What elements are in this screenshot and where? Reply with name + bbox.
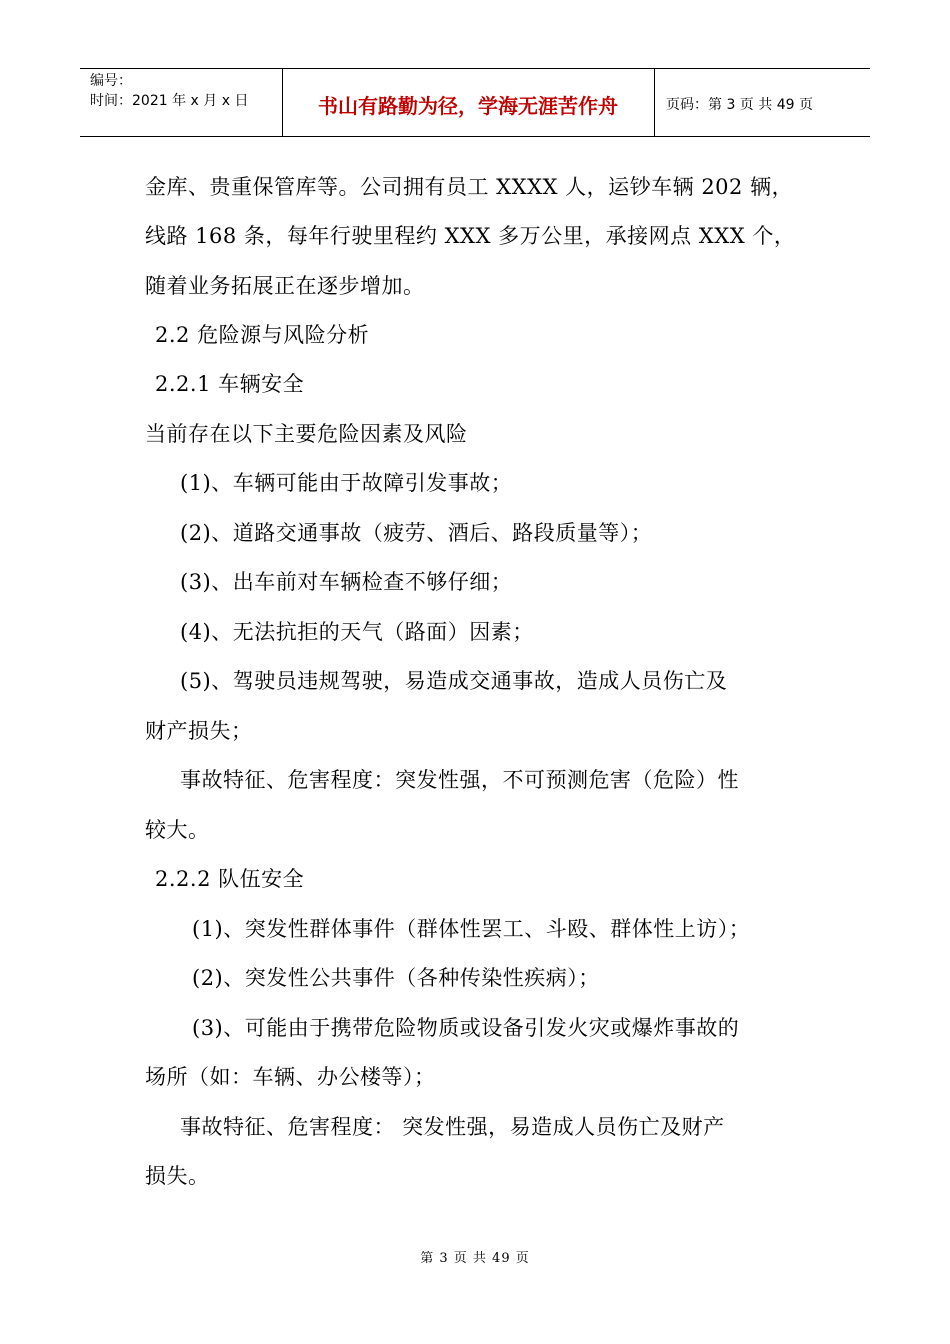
team-list-item-3: (3)、可能由于携带危险物质或设备引发火灾或爆炸事故的 (192, 1016, 740, 1040)
list-item-4: (4)、无法抗拒的天气（路面）因素； (180, 620, 534, 644)
list-item-5: (5)、驾驶员违规驾驶，易造成交通事故，造成人员伤亡及 (180, 669, 728, 693)
header-page-info: 页码：第 3 页 共 49 页 (666, 97, 813, 113)
list-item-1: (1)、车辆可能由于故障引发事故； (180, 471, 513, 495)
team-list-item-1: (1)、突发性群体事件（群体性罢工、斗殴、群体性上访）； (192, 917, 751, 941)
header-meta-cell (80, 69, 283, 136)
page-footer: 第 3 页 共 49 页 (420, 1251, 530, 1266)
document-time-label: 时间：2021 年 x 月 x 日 (90, 93, 249, 109)
team-list-item-3-cont: 场所（如：车辆、办公楼等）； (145, 1065, 436, 1089)
accident-feature-1: 事故特征、危害程度：突发性强，不可预测危害（危险）性 (180, 768, 739, 792)
header-motto-cell (282, 69, 655, 136)
accident-feature-2: 事故特征、危害程度： 突发性强，易造成人员伤亡及财产 (180, 1115, 725, 1139)
body-line-6: 当前存在以下主要危险因素及风险 (145, 422, 468, 446)
section-heading-2-2-2: 2.2.2 队伍安全 (155, 867, 305, 891)
team-list-item-2: (2)、突发性公共事件（各种传染性疾病）； (192, 966, 600, 990)
section-heading-2-2-1: 2.2.1 车辆安全 (155, 372, 305, 396)
section-heading-2-2: 2.2 危险源与风险分析 (155, 323, 370, 347)
document-number-label: 编号： (90, 73, 132, 89)
list-item-3: (3)、出车前对车辆检查不够仔细； (180, 570, 513, 594)
header-motto: 书山有路勤为径，学海无涯苦作舟 (318, 94, 618, 118)
body-line-3: 随着业务拓展正在逐步增加。 (145, 274, 425, 298)
body-line-2: 线路 168 条，每年行驶里程约 XXX 多万公里，承接网点 XXX 个， (145, 224, 796, 248)
body-line-1: 金库、贵重保管库等。公司拥有员工 XXXX 人，运钞车辆 202 辆， (145, 175, 794, 199)
accident-feature-2-cont: 损失。 (145, 1164, 210, 1188)
list-item-2: (2)、道路交通事故（疲劳、酒后、路段质量等）； (180, 521, 653, 545)
document-header (80, 68, 870, 137)
header-page-cell (654, 69, 870, 136)
accident-feature-1-cont: 较大。 (145, 818, 210, 842)
list-item-5-cont: 财产损失； (145, 719, 253, 743)
